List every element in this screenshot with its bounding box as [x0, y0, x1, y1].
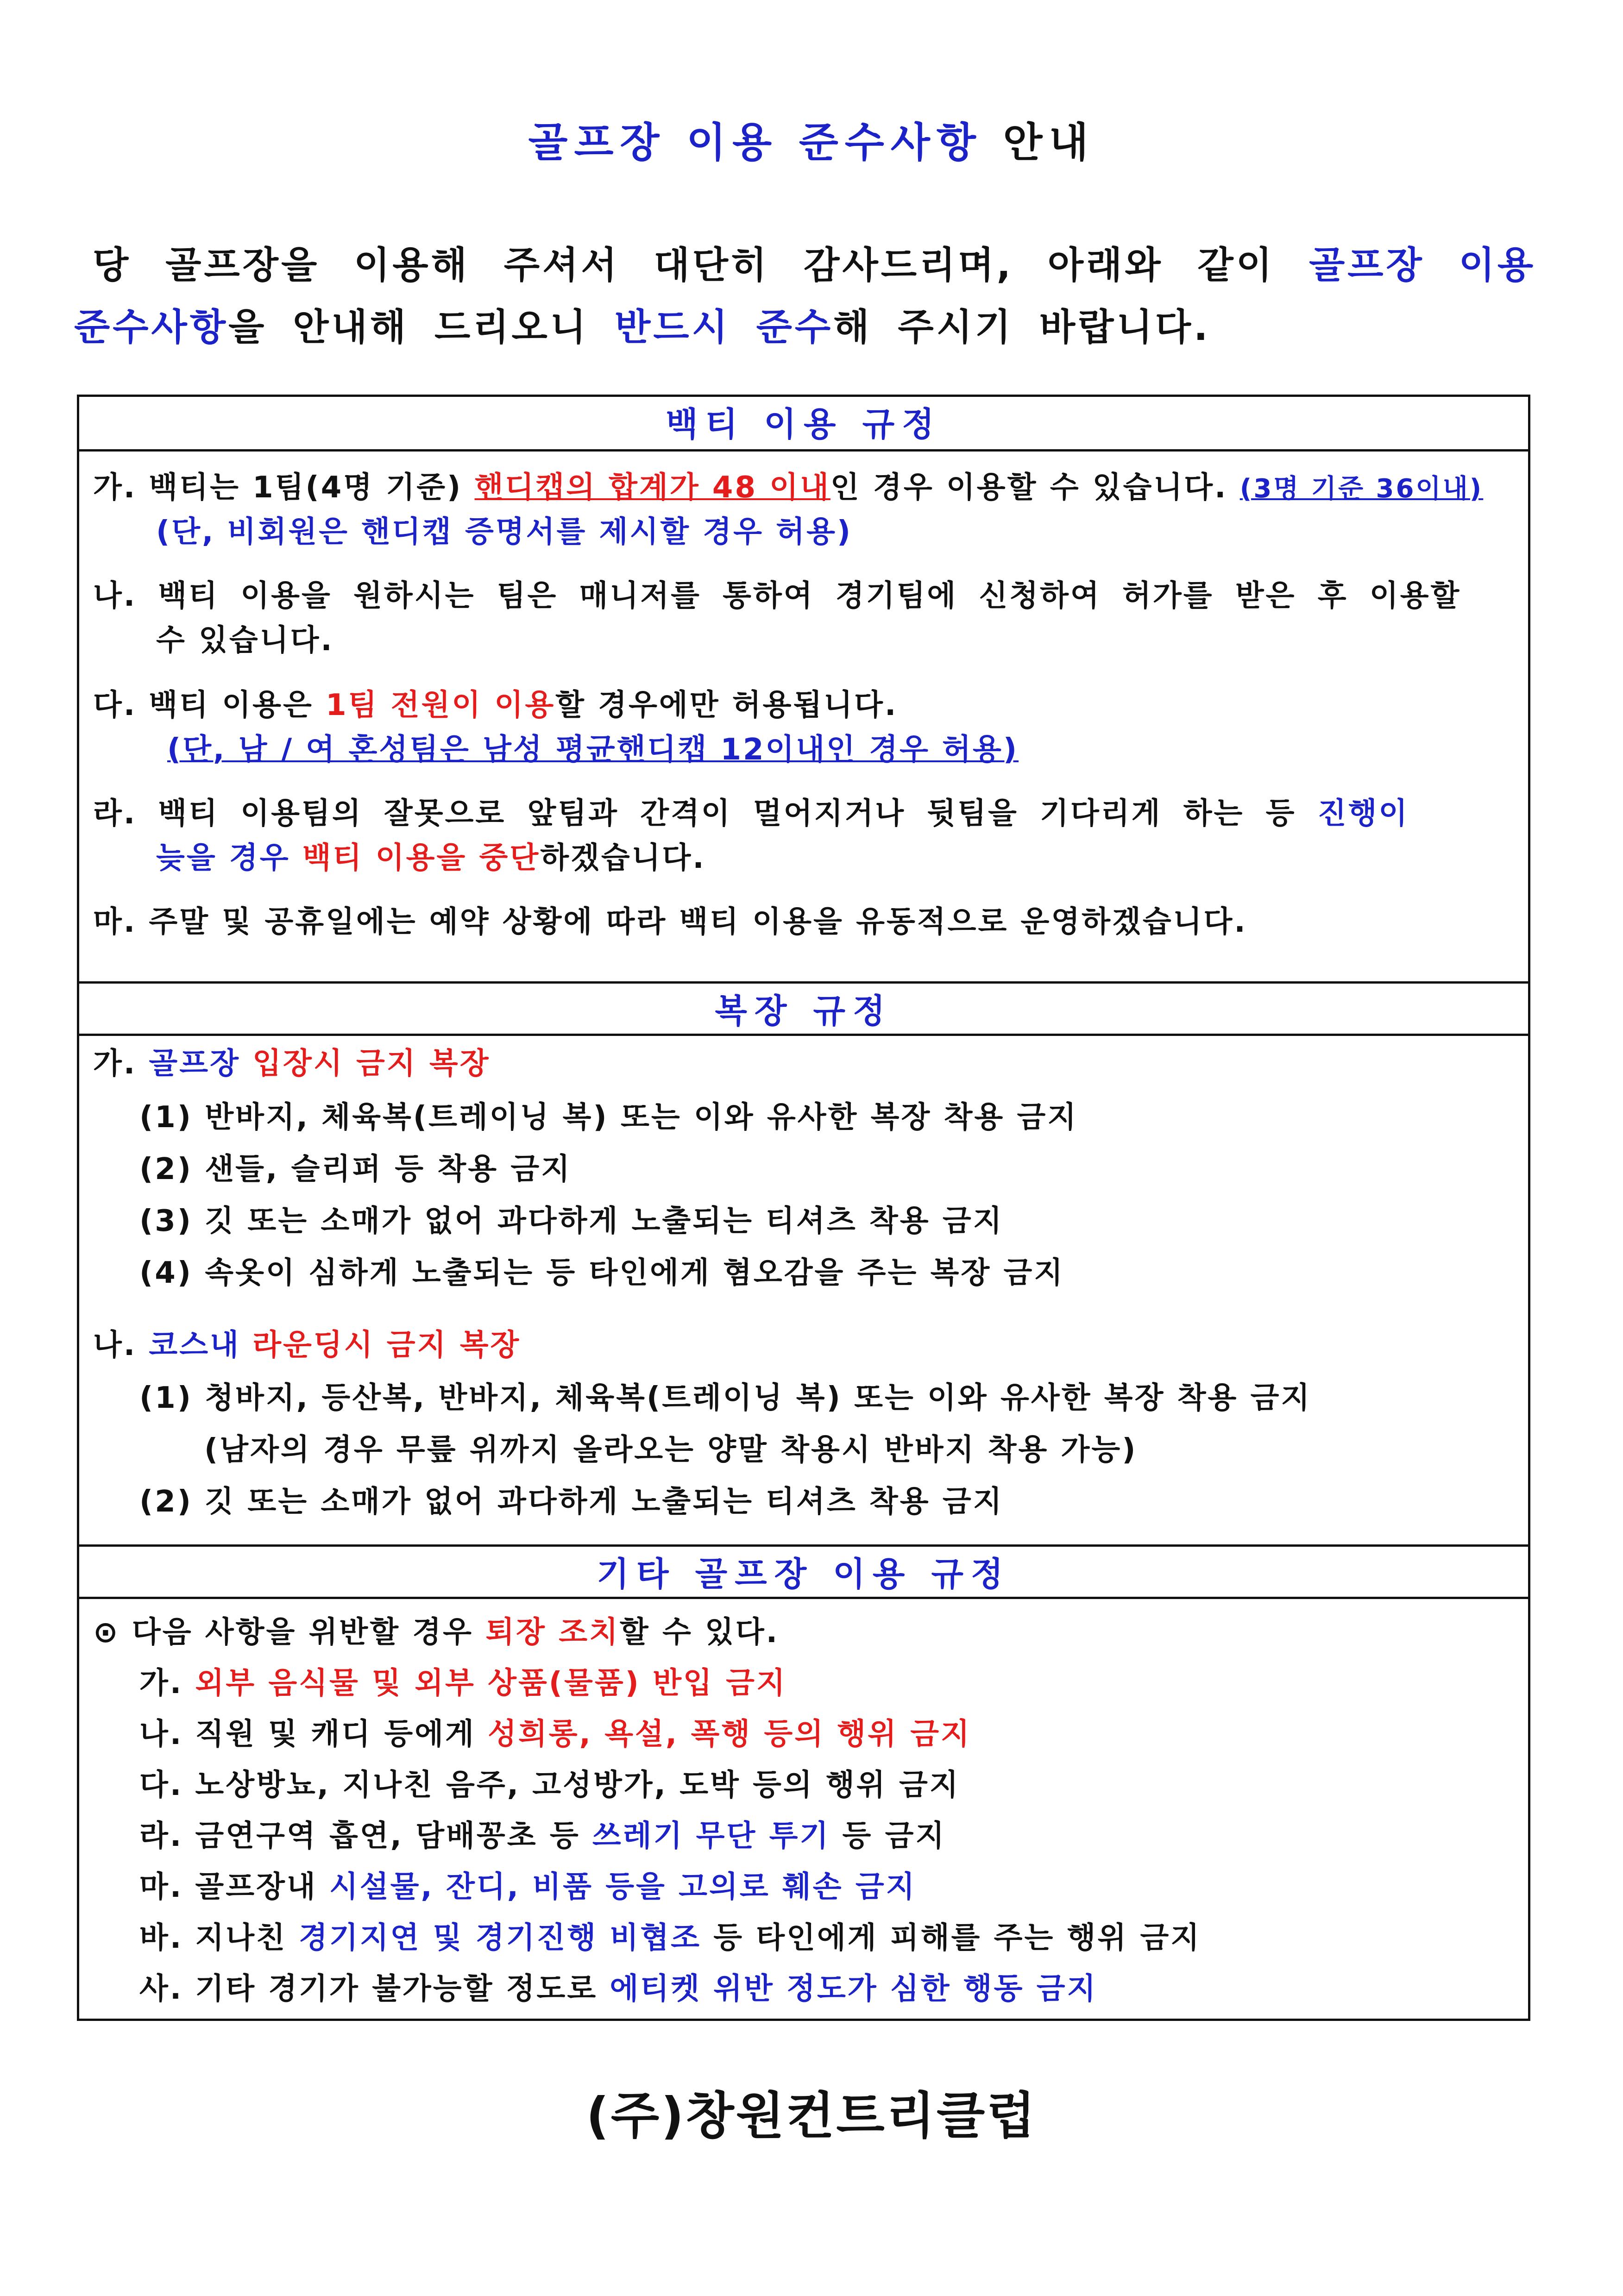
- intro-highlight: 반드시 준수: [614, 306, 834, 349]
- dresscode-ga-item-3: (3) 깃 또는 소매가 없어 과다하게 노출되는 티셔츠 착용 금지: [139, 1204, 1004, 1238]
- rule-highlight-red: 백티 이용을 중단: [302, 841, 541, 875]
- intro-line-1: [93, 240, 1584, 291]
- rule-highlight-red: 외부 음식물 및 외부 상품(물품) 반입 금지: [195, 1666, 787, 1700]
- rule-highlight-blue: 쓰레기 무단 투기: [592, 1819, 830, 1853]
- backtee-rule-ra-line-1: [93, 791, 1409, 836]
- dresscode-na-item-1-line-2: (남자의 경우 무릎 위까지 올라오는 양말 착용시 반바지 착용 가능): [204, 1433, 1138, 1467]
- section-header-dresscode: 복장 규정: [79, 981, 1528, 1036]
- rule-highlight-red: 입장시 금지 복장: [252, 1047, 491, 1081]
- intro-line-2: [74, 302, 1566, 353]
- rule-highlight-blue: 시설물, 잔디, 비품 등을 고의로 훼손 금지: [329, 1870, 917, 1904]
- rule-text: 가.: [93, 1047, 137, 1081]
- rule-text: 다. 백티 이용은: [93, 688, 314, 722]
- rule-highlight-blue: 늦을 경우: [156, 841, 290, 875]
- rule-highlight-blue: 경기지연 및 경기진행 비협조: [299, 1921, 701, 1955]
- company-name: (주)창원컨트리클럽: [586, 2087, 1037, 2145]
- rule-highlight-blue: 에티켓 위반 정도가 심한 행동 금지: [610, 1972, 1098, 2006]
- bullet-circle-icon: ⊙: [93, 1615, 120, 1650]
- rule-highlight-red: 성희롱, 욕설, 폭행 등의 행위 금지: [488, 1717, 971, 1751]
- backtee-rule-na-line-2: 수 있습니다.: [156, 623, 334, 658]
- rule-text: 가. 백티는 1팀(4명 기준): [93, 470, 463, 505]
- rule-text: 라. 백티 이용팀의 잘못으로 앞팀과 간격이 멀어지거나 뒷팀을 기다리게 하는 등: [93, 797, 1296, 831]
- intro-text: 을 안내해 드리오니: [228, 306, 589, 349]
- rule-highlight-red: 라운딩시 금지 복장: [252, 1328, 521, 1362]
- rules-table: [77, 395, 1530, 2021]
- rule-text: 사. 기타 경기가 불가능할 정도로: [139, 1972, 598, 2006]
- intro-text: 해 주시기 바랍니다.: [833, 306, 1211, 349]
- other-rule-ga: [139, 1661, 787, 1706]
- backtee-rule-na-line-1: 나. 백티 이용을 원하시는 팀은 매니저를 통하여 경기팀에 신청하여 허가를 받은 후 이용할: [93, 579, 1461, 613]
- page-title: [0, 106, 1623, 180]
- backtee-rule-da-line-1: [93, 683, 898, 728]
- other-rules-lead: [93, 1610, 779, 1655]
- rule-text: 나.: [93, 1328, 137, 1362]
- backtee-rule-ga-line-1: [93, 465, 1483, 511]
- other-rule-ba: [139, 1916, 1201, 1960]
- rule-text: 할 수 있다.: [619, 1615, 780, 1650]
- rule-text: 할 경우에만 허용됩니다.: [555, 688, 898, 722]
- rule-highlight-blue: 진행이: [1317, 797, 1409, 831]
- title-blue-part: 골프장 이용 준수사항: [528, 119, 982, 166]
- title-black-part: 안내: [1003, 119, 1095, 166]
- rule-text: 다음 사항을 위반할 경우: [132, 1615, 473, 1650]
- intro-highlight: 준수사항: [74, 306, 229, 349]
- rule-highlight-red: 퇴장 조치: [485, 1615, 620, 1650]
- other-rule-ma: [139, 1865, 917, 1909]
- rule-highlight-blue: 골프장: [149, 1047, 240, 1081]
- rule-text: 하겠습니다.: [540, 841, 706, 875]
- other-rule-ra: [139, 1814, 946, 1858]
- rule-text: 바. 지나친: [139, 1921, 287, 1955]
- section-header-backtee: 백티 이용 규정: [79, 397, 1528, 452]
- intro-highlight: 골프장 이용: [1308, 244, 1536, 287]
- rule-text: 등 금지: [842, 1819, 946, 1853]
- rule-highlight-red: 핸디캡의 합계가 48 이내: [474, 470, 830, 505]
- backtee-rule-ma: 마. 주말 및 공휴일에는 예약 상황에 따라 백티 이용을 유동적으로 운영하겠습니다.: [93, 905, 1247, 939]
- rule-highlight-blue: 코스내: [149, 1328, 240, 1362]
- dresscode-na-item-1-line-1: (1) 청바지, 등산복, 반바지, 체육복(트레이닝 복) 또는 이와 유사한 복장 착용 금지: [139, 1381, 1312, 1415]
- section-header-other-rules: 기타 골프장 이용 규정: [79, 1544, 1528, 1599]
- other-rule-da: 다. 노상방뇨, 지나친 음주, 고성방가, 도박 등의 행위 금지: [139, 1768, 960, 1802]
- rule-highlight-red: 1팀 전원이 이용: [326, 688, 556, 722]
- dresscode-na-item-2: (2) 깃 또는 소매가 없어 과다하게 노출되는 티셔츠 착용 금지: [139, 1485, 1004, 1519]
- backtee-rule-da-line-2: (단, 남 / 여 혼성팀은 남성 평균핸디캡 12이내인 경우 허용): [167, 733, 1019, 767]
- backtee-rule-ga-line-2: (단, 비회원은 핸디캡 증명서를 제시할 경우 허용): [156, 515, 853, 549]
- dresscode-ga-item-1: (1) 반바지, 체육복(트레이닝 복) 또는 이와 유사한 복장 착용 금지: [139, 1100, 1078, 1135]
- rule-text: 나. 직원 및 캐디 등에게: [139, 1717, 476, 1751]
- backtee-rule-ra-line-2: [156, 836, 706, 880]
- rule-text: 인 경우 이용할 수 있습니다.: [830, 470, 1228, 505]
- other-rule-na: [139, 1712, 971, 1757]
- rule-note-blue: (3명 기준 36이내): [1239, 474, 1484, 504]
- rule-text: 등 타인에게 피해를 주는 행위 금지: [713, 1921, 1202, 1955]
- dresscode-ga-item-4: (4) 속옷이 심하게 노출되는 등 타인에게 혐오감을 주는 복장 금지: [139, 1256, 1065, 1290]
- dresscode-na-heading: [93, 1323, 521, 1368]
- rule-text: 마. 골프장내: [139, 1870, 317, 1904]
- rule-text: 라. 금연구역 흡연, 담배꽁초 등: [139, 1819, 580, 1853]
- dresscode-ga-heading: [93, 1041, 491, 1086]
- rule-text: 가.: [139, 1666, 183, 1700]
- intro-text: 당 골프장을 이용해 주셔서 대단히 감사드리며, 아래와 같이: [93, 244, 1275, 287]
- other-rule-sa: [139, 1967, 1097, 2011]
- dresscode-ga-item-2: (2) 샌들, 슬리퍼 등 착용 금지: [139, 1152, 572, 1186]
